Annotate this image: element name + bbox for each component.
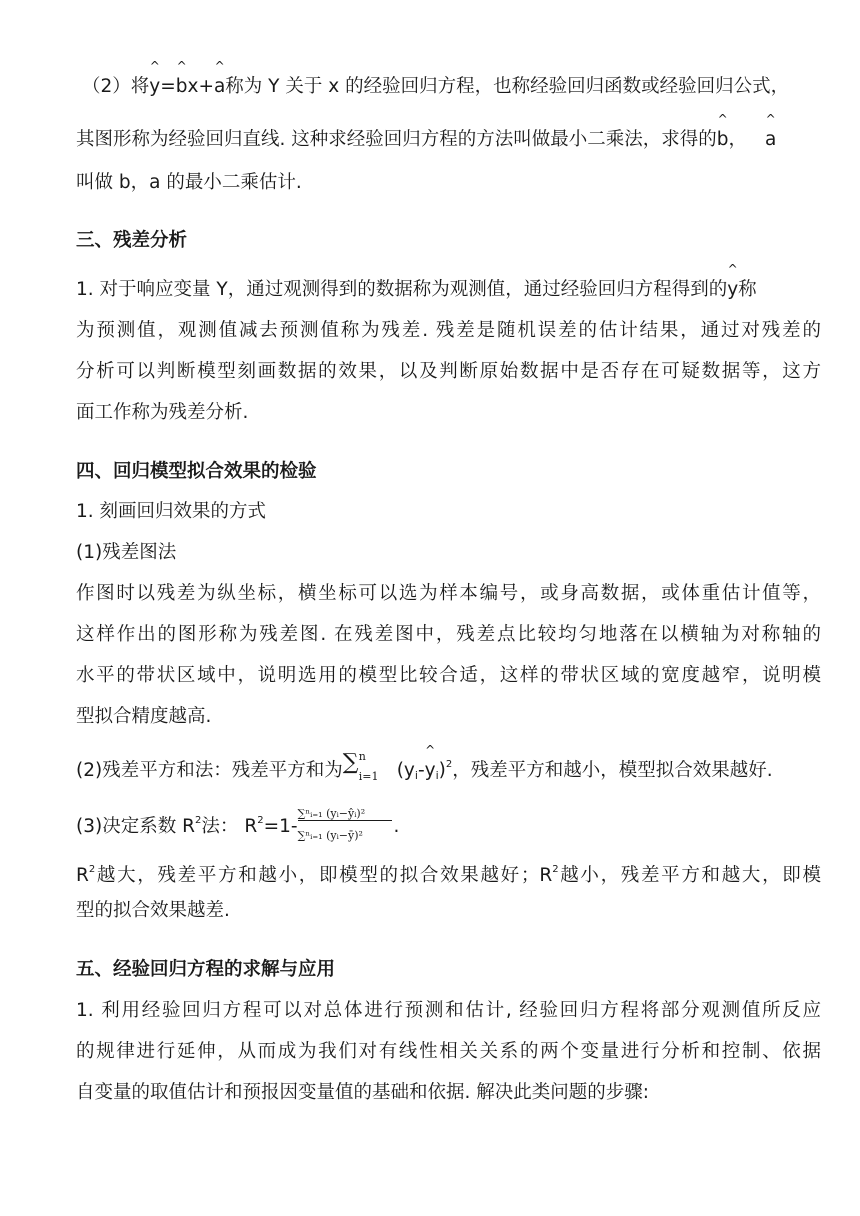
residual-plot-paragraph-line4: 型拟合精度越高.: [76, 706, 212, 727]
y-hat-symbol: ^ y: [425, 758, 436, 784]
text-segment: （2）将: [82, 76, 150, 97]
text-segment: 越小，残差平方和越大，即模: [558, 865, 821, 886]
summation-symbol: ∑ n i=1: [342, 750, 379, 783]
text-segment: 越大，残差平方和越小，即模型的拟合效果越好；R: [95, 865, 553, 886]
r-squared-fraction: [298, 801, 394, 841]
residual-paragraph-line2: 为预测值，观测值减去预测值称为残差. 残差是随机误差的估计结果，通过对残差的: [76, 320, 821, 341]
fit-item-residual-plot-heading: (1)残差图法: [76, 542, 177, 563]
text-segment: R: [76, 865, 89, 886]
application-paragraph-line2: 的规律进行延伸，从而成为我们对有线性相关关系的两个变量进行分析和控制、依据: [76, 1041, 821, 1062]
text-segment: 称为 Y 关于 x 的经验回归方程，也称经验回归函数或经验回归公式，: [225, 76, 790, 97]
section-heading-fit-evaluation: 四、回归模型拟合效果的检验: [76, 461, 317, 482]
superscript: 2: [257, 815, 264, 826]
application-paragraph-line3: 自变量的取值估计和预报因变量值的基础和依据. 解决此类问题的步骤:: [76, 1082, 649, 1103]
text-segment: =: [160, 76, 176, 97]
r-squared-explanation-line1: [76, 857, 821, 889]
text-segment: ): [438, 760, 446, 781]
text-segment: R: [244, 816, 258, 837]
residual-plot-paragraph-line2: 这样作出的图形称为残差图. 在残差图中，残差点比较均匀地落在以横轴为对称轴的: [76, 624, 821, 645]
text-segment: (3)决定系数 R: [76, 816, 195, 837]
y-hat-symbol: ^ y: [727, 277, 738, 303]
superscript: 2: [88, 864, 96, 875]
paragraph-regression-equation-line3: 叫做 b，a 的最小二乘估计.: [76, 172, 302, 193]
residual-plot-paragraph-line1: 作图时以残差为纵坐标，横坐标可以选为样本编号，或身高数据，或体重估计值等，: [76, 583, 821, 604]
residual-paragraph-line3: 分析可以判断模型刻画数据的效果，以及判断原始数据中是否存在可疑数据等，这方: [76, 361, 821, 382]
application-paragraph-line1: 1. 利用经验回归方程可以对总体进行预测和估计, 经验回归方程将部分观测值所反应: [76, 1000, 821, 1021]
text-segment: 1. 对于响应变量 Y，通过观测得到的数据称为观测值，通过经验回归方程得到的: [76, 279, 728, 300]
subscript: i: [435, 769, 439, 782]
text-segment: 法：: [201, 816, 239, 837]
fit-item-1-heading: 1. 刻画回归效果的方式: [76, 501, 267, 522]
paragraph-regression-equation-line2: [76, 127, 821, 153]
fraction-bar: [298, 820, 392, 821]
paragraph-regression-equation-line1: [82, 74, 817, 100]
text-segment: =1-: [263, 816, 298, 837]
superscript: 2: [194, 815, 202, 826]
text-segment: 称: [738, 279, 757, 300]
section-heading-regression-application: 五、经验回归方程的求解与应用: [76, 959, 336, 980]
text-segment: 其图形称为经验回归直线. 这种求经验回归方程的方法叫做最小二乘法，求得的: [76, 129, 717, 150]
residual-plot-paragraph-line3: 水平的带状区域中，说明选用的模型比较合适，这样的带状区域的宽度越窄，说明模: [76, 665, 821, 686]
text-segment: (y: [396, 760, 415, 781]
fraction-denominator: ∑ⁿᵢ₌₁ (yᵢ−ȳ)²: [297, 829, 363, 842]
section-heading-residual-analysis: 三、残差分析: [76, 230, 188, 251]
fraction-numerator: ∑ⁿᵢ₌₁ (yᵢ−ŷᵢ)²: [297, 807, 366, 820]
text-segment: (2)残差平方和法：残差平方和为: [76, 760, 343, 781]
residual-paragraph-line4: 面工作称为残差分析.: [76, 402, 249, 423]
text-segment: .: [393, 816, 400, 837]
text-segment: ，: [728, 129, 748, 150]
text-segment: -: [417, 760, 425, 781]
subscript: i: [414, 769, 418, 782]
text-segment: ，残差平方和越小，模型拟合效果越好.: [452, 760, 773, 781]
coefficient-of-determination-line: [76, 808, 821, 841]
b-hat-symbol: ^ b: [717, 127, 729, 153]
a-hat-symbol: ^ a: [765, 127, 776, 153]
residual-sum-of-squares-line: [76, 752, 821, 789]
text-segment: x+: [187, 76, 214, 97]
superscript: 2: [552, 864, 559, 875]
y-hat-symbol: ^ y: [149, 74, 160, 100]
residual-paragraph-line1: [76, 277, 821, 303]
superscript: 2: [445, 759, 453, 770]
b-hat-symbol: ^ b: [176, 74, 188, 100]
r-squared-explanation-line2: 型的拟合效果越差.: [76, 900, 230, 921]
a-hat-symbol: ^ a: [214, 74, 225, 100]
